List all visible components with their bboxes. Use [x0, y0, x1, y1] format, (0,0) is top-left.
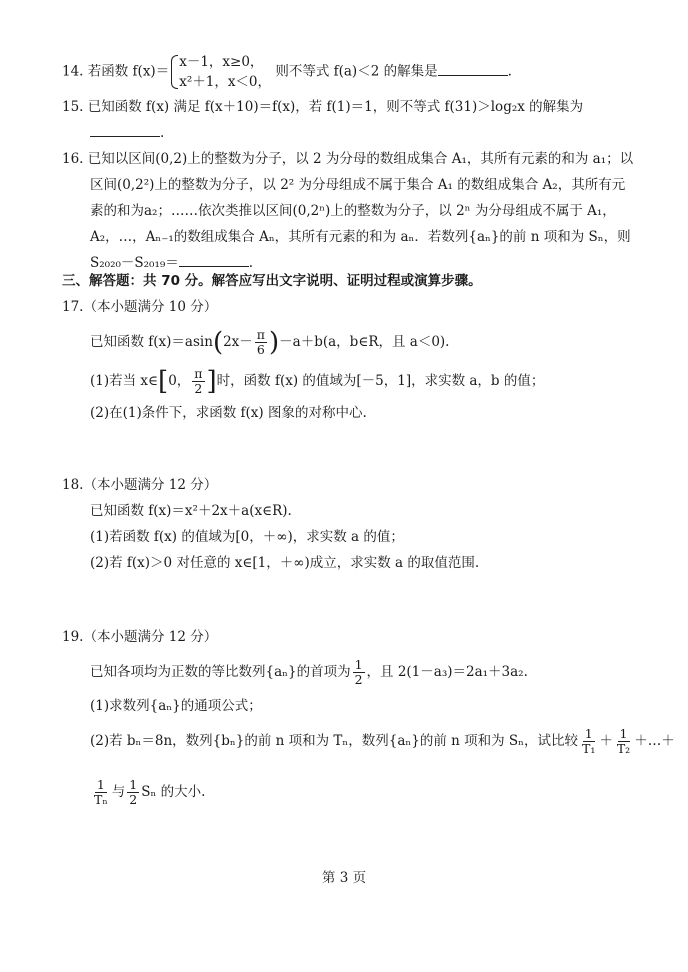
q19-f2-num: 1: [619, 726, 628, 741]
q19-fn-num: 1: [96, 777, 105, 792]
q15-end: .: [160, 125, 165, 141]
question-15: [62, 94, 628, 146]
question-18: [62, 472, 628, 576]
q14-case1: x－1，x≥0，: [179, 54, 264, 70]
q15-line1: 15. 已知函数 f(x) 满足 f(x＋10)＝f(x)，若 f(1)＝1，则不等式 f(31)＞log₂x 的解集为: [62, 99, 584, 115]
q19-head: 19.（本小题满分 12 分）: [62, 629, 218, 645]
q17-bracket-open: [: [158, 366, 169, 397]
q16-line5: S₂₀₂₀－S₂₀₁₉＝: [90, 255, 179, 271]
q19-part1: (1)求数列{aₙ}的通项公式；: [90, 698, 262, 714]
q19-half-num: 1: [354, 657, 363, 672]
q19-f1-num: 1: [584, 726, 593, 741]
q15-answer-blank[interactable]: [90, 122, 160, 137]
q19-dots: ＋…＋: [634, 733, 675, 749]
q19-p2-a: (2)若 bₙ＝8n，数列{bₙ}的前 n 项和为 Tₙ，数列{aₙ}的前 n 项和为 Sₙ，试比较: [90, 733, 578, 749]
q18-part2: (2)若 f(x)＞0 对任意的 x∈[1，＋∞)成立，求实数 a 的取值范围.: [90, 555, 480, 571]
q16-line1: 16. 已知以区间(0,2)上的整数为分子，以 2 为分母的数组成集合 A₁，其所有元素的和为 a₁；以: [62, 151, 634, 167]
q17-six: 6: [256, 342, 265, 357]
q19-plus: ＋: [599, 733, 613, 749]
q17-paren-close: ): [269, 327, 280, 358]
question-14: [62, 52, 628, 92]
q19-frac-half: [353, 658, 365, 687]
q19-h-den: 2: [129, 792, 138, 807]
q19-part2: [62, 726, 675, 756]
q17-frac-pi2: [192, 367, 204, 396]
q19-p3-end: Sₙ 的大小.: [141, 784, 206, 800]
q18-given: 已知函数 f(x)＝x²＋2x＋a(x∈R).: [90, 503, 292, 519]
q19-given-a: 已知各项均为正数的等比数列{aₙ}的首项为: [90, 664, 351, 680]
q17-bracket-close: ]: [206, 366, 217, 397]
q19-half-den: 2: [354, 672, 363, 687]
q17-p1-a: (1)若当 x∈: [90, 373, 159, 389]
q16-line4: A₂，…，Aₙ₋₁的数组成集合 Aₙ，其所有元素的和为 aₙ．若数列{aₙ}的前 n 项和为 Sₙ，则: [90, 229, 631, 245]
q19-h-num: 1: [129, 777, 138, 792]
q17-given-b: －a＋b(a，b∈R，且 a＜0).: [279, 334, 450, 350]
q19-given: [62, 658, 628, 687]
q14-end: .: [507, 63, 512, 80]
page-number: 第 3 页: [321, 870, 367, 886]
q19-f2-den: T₂: [616, 741, 631, 756]
q14-piecewise: [169, 52, 271, 92]
q16-end: .: [248, 255, 254, 271]
q17-given-inner: 2x－: [223, 334, 253, 350]
q18-part1: (1)若函数 f(x) 的值域为[0，＋∞)，求实数 a 的值；: [90, 529, 404, 545]
q17-frac-pi6: [255, 328, 267, 357]
q18-head: 18.（本小题满分 12 分）: [62, 477, 218, 493]
q17-given-a: 已知函数 f(x)＝asin: [90, 334, 213, 350]
q14-suffix: 则不等式 f(a)＜2 的解集是: [275, 63, 438, 80]
q19-p3-mid: 与: [111, 784, 126, 800]
q19-frac-1-t1: [580, 727, 597, 756]
q17-part2: (2)在(1)条件下，求函数 f(x) 图象的对称中心.: [90, 405, 367, 421]
q17-part1: [62, 367, 628, 396]
q17-pi: π: [256, 327, 266, 342]
q17-p1-pi: π: [194, 366, 203, 381]
q17-p1-b: 时，函数 f(x) 的值域为[－5，1]，求实数 a，b 的值；: [216, 373, 545, 389]
q19-part2-cont: [62, 778, 628, 807]
question-19: [62, 624, 675, 807]
q19-given-b: ，且 2(1－a₃)＝2a₁＋3a₂.: [366, 664, 528, 680]
q17-given: [62, 328, 628, 357]
q17-p1-two: 2: [194, 381, 203, 396]
q19-frac-1-tn: [92, 778, 110, 807]
q17-head: 17.（本小题满分 10 分）: [62, 299, 218, 315]
q14-prefix: 14. 若函数 f(x)＝: [62, 63, 170, 80]
q16-line3: 素的和为a₂；……依次类推以区间(0,2ⁿ)上的整数为分子，以 2ⁿ 为分母组成不属于 A₁，: [90, 203, 616, 219]
q17-p1-range: 0，: [168, 373, 191, 389]
q16-answer-blank[interactable]: [179, 252, 249, 267]
q19-frac-half-s: [127, 778, 139, 807]
section-3-title: 三、解答题：共 70 分。解答应写出文字说明、证明过程或演算步骤。: [62, 273, 482, 289]
q14-case2: x²＋1，x＜0，: [179, 74, 272, 90]
q14-answer-blank[interactable]: [438, 61, 508, 76]
q19-f1-den: T₁: [581, 741, 596, 756]
q19-frac-1-t2: [615, 727, 632, 756]
q19-fn-den: Tₙ: [94, 792, 108, 807]
q17-paren-open: (: [212, 327, 224, 358]
question-16: [62, 146, 634, 276]
q16-line2: 区间(0,2²)上的整数为分子，以 2² 为分母组成不属于集合 A₁ 的数组成集合 A₂，其所有元: [90, 177, 626, 193]
question-17: [62, 294, 628, 426]
